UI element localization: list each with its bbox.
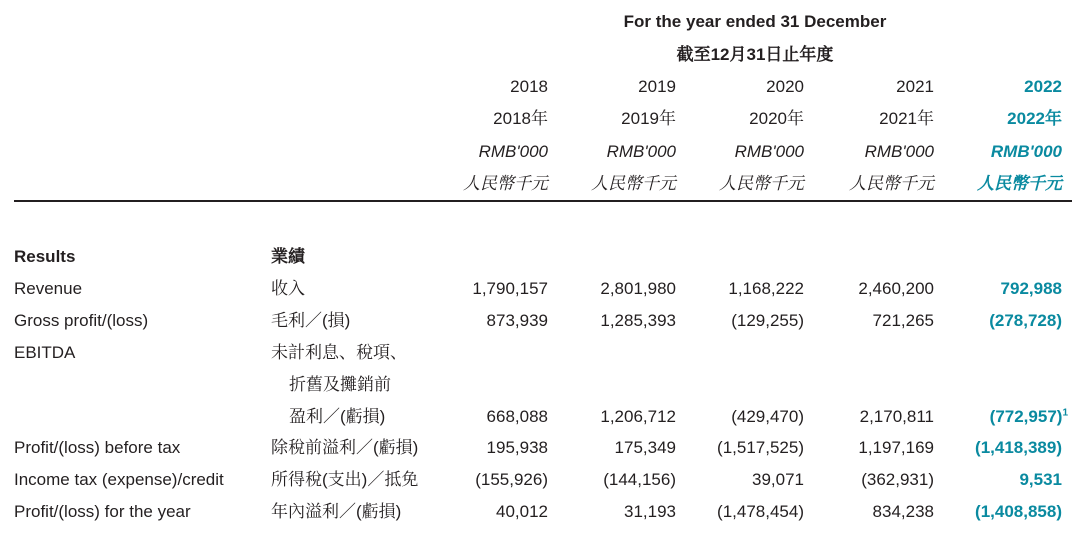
year-label: 2018 xyxy=(510,77,548,96)
value-2018: (155,926) xyxy=(475,470,548,489)
value-2019: 1,206,712 xyxy=(600,407,676,426)
year-label: 2020 xyxy=(766,77,804,96)
unit-label-zh: 人民幣千元 xyxy=(719,174,804,193)
row-label-zh: 毛利／(損) xyxy=(271,311,351,330)
year-label: 2021 xyxy=(896,77,934,96)
value-2021: (362,931) xyxy=(861,470,934,489)
section-title-zh: 業績 xyxy=(271,247,305,266)
value-2018: 668,088 xyxy=(486,407,548,426)
row-label-zh: 除稅前溢利／(虧損) xyxy=(271,438,419,457)
row-label-zh-line-1: 未計利息、稅項、 xyxy=(271,343,407,362)
row-label-zh: 年內溢利／(虧損) xyxy=(271,502,402,521)
row-label-en: EBITDA xyxy=(14,343,76,362)
value-2019: 1,285,393 xyxy=(600,311,676,330)
value-2018: 1,790,157 xyxy=(472,279,548,298)
value-2020: (429,470) xyxy=(731,407,804,426)
value-2022: 792,988 xyxy=(1000,279,1062,298)
year-label-zh: 2020年 xyxy=(749,109,804,128)
value-2020: 39,071 xyxy=(752,470,804,489)
value-2019: 31,193 xyxy=(624,502,676,521)
row-label-zh-line-2: 折舊及攤銷前 xyxy=(289,375,391,394)
value-2019: (144,156) xyxy=(603,470,676,489)
unit-label: RMB'000 xyxy=(864,142,934,161)
year-label-zh: 2018年 xyxy=(493,109,548,128)
value-2020: (129,255) xyxy=(731,311,804,330)
value-2021: 2,170,811 xyxy=(859,407,934,426)
value-2022: (278,728) xyxy=(989,311,1062,330)
value-2018: 873,939 xyxy=(486,311,548,330)
value-2020: 1,168,222 xyxy=(728,279,804,298)
period-heading-zh: 截至12月31日止年度 xyxy=(676,45,834,64)
period-heading-en: For the year ended 31 December xyxy=(623,12,887,31)
year-label-zh: 2022年 xyxy=(1007,109,1062,128)
row-label-en: Gross profit/(loss) xyxy=(14,311,149,330)
unit-label-zh: 人民幣千元 xyxy=(849,174,934,193)
row-label-zh-line-3: 盈利／(虧損) xyxy=(289,407,386,426)
year-label-zh: 2019年 xyxy=(621,109,676,128)
value-2022: 9,531 xyxy=(1019,470,1062,489)
row-label-zh: 所得稅(支出)／抵免 xyxy=(271,470,419,489)
unit-label: RMB'000 xyxy=(734,142,804,161)
value-2020: (1,478,454) xyxy=(717,502,804,521)
unit-label: RMB'000 xyxy=(606,142,676,161)
unit-label: RMB'000 xyxy=(478,142,548,161)
row-label-en: Income tax (expense)/credit xyxy=(14,470,224,489)
unit-label: RMB'000 xyxy=(990,142,1062,161)
row-label-zh: 收入 xyxy=(271,279,305,298)
value-2021: 1,197,169 xyxy=(858,438,934,457)
value-2022-text: (772,957) xyxy=(989,407,1063,426)
value-2020: (1,517,525) xyxy=(717,438,804,457)
header-rule xyxy=(14,200,1072,202)
value-2021: 721,265 xyxy=(872,311,934,330)
value-2019: 175,349 xyxy=(614,438,676,457)
footnote-marker: 1 xyxy=(1062,407,1068,419)
year-label: 2022 xyxy=(1024,77,1062,96)
value-2022 xyxy=(990,406,1068,428)
row-label-en: Revenue xyxy=(14,279,83,298)
row-label-en: Profit/(loss) for the year xyxy=(14,502,191,521)
year-label-zh: 2021年 xyxy=(879,109,934,128)
unit-label-zh: 人民幣千元 xyxy=(591,174,676,193)
unit-label-zh: 人民幣千元 xyxy=(977,174,1062,193)
value-2018: 195,938 xyxy=(486,438,548,457)
value-2021: 2,460,200 xyxy=(858,279,934,298)
row-label-en: Profit/(loss) before tax xyxy=(14,438,181,457)
unit-label-zh: 人民幣千元 xyxy=(463,174,548,193)
value-2018: 40,012 xyxy=(496,502,548,521)
value-2021: 834,238 xyxy=(872,502,934,521)
value-2022: (1,418,389) xyxy=(975,438,1062,457)
section-title-en: Results xyxy=(14,247,76,266)
year-label: 2019 xyxy=(638,77,676,96)
value-2022: (1,408,858) xyxy=(975,502,1062,521)
value-2019: 2,801,980 xyxy=(600,279,676,298)
